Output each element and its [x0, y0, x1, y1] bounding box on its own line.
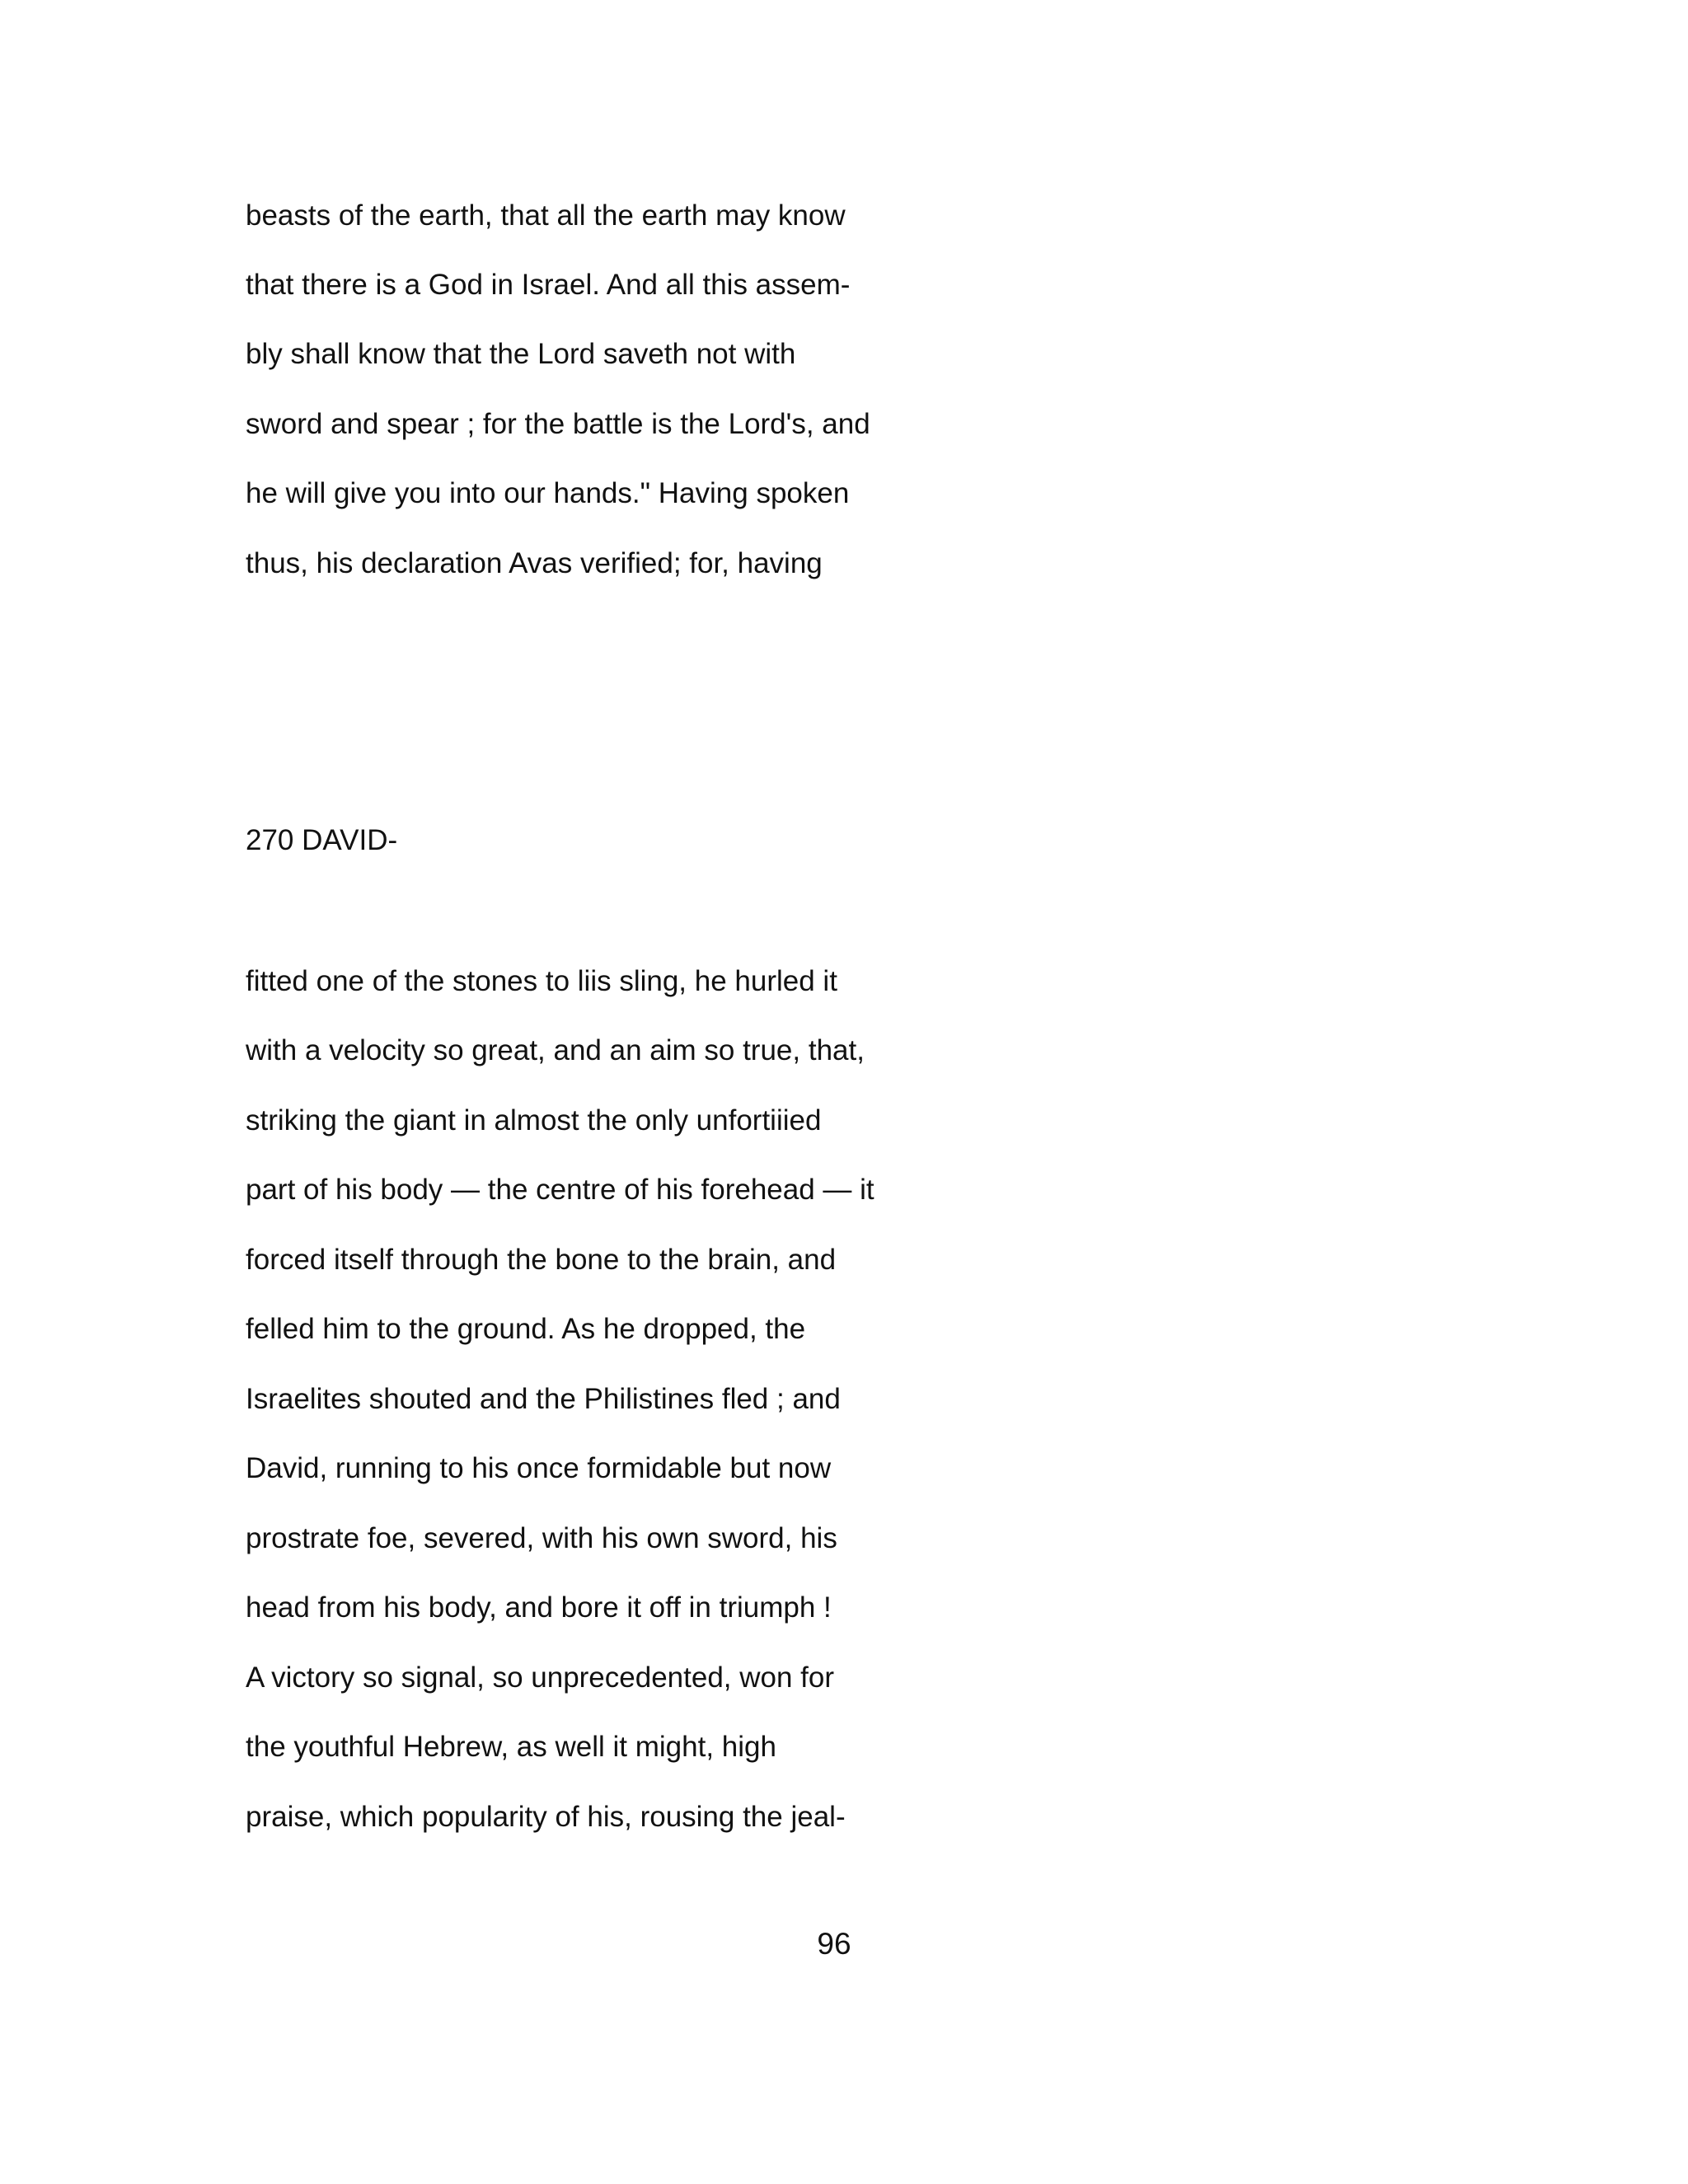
page-number: 96: [817, 1927, 851, 1961]
text-line: fitted one of the stones to liis sling, he hurled it: [246, 965, 837, 997]
text-line: A victory so signal, so unprecedented, won for: [246, 1661, 835, 1694]
text-line: praise, which popularity of his, rousing the jeal-: [246, 1801, 846, 1833]
text-line: the youthful Hebrew, as well it might, high: [246, 1731, 776, 1763]
text-line: thus, his declaration Avas verified; for, having: [246, 547, 823, 579]
text-line: he will give you into our hands." Having spoken: [246, 477, 850, 509]
text-line: head from his body, and bore it off in triumph !: [246, 1591, 832, 1624]
text-line: bly shall know that the Lord saveth not with: [246, 338, 796, 370]
text-line: beasts of the earth, that all the earth may know: [246, 199, 846, 232]
text-line: with a velocity so great, and an aim so true, that,: [246, 1034, 865, 1066]
text-line: striking the giant in almost the only unfortiiied: [246, 1104, 822, 1137]
text-line: part of his body — the centre of his forehead — it: [246, 1174, 874, 1206]
text-line: forced itself through the bone to the brain, and: [246, 1244, 837, 1276]
text-line: sword and spear ; for the battle is the Lord's, and: [246, 408, 870, 440]
text-line: David, running to his once formidable but now: [246, 1452, 832, 1484]
running-head: 270 DAVID-: [246, 824, 398, 856]
text-line: that there is a God in Israel. And all this assem-: [246, 269, 851, 301]
text-line: prostrate foe, severed, with his own sword, his: [246, 1522, 837, 1554]
text-line: Israelites shouted and the Philistines fled ; and: [246, 1383, 841, 1415]
text-line: felled him to the ground. As he dropped, the: [246, 1313, 806, 1345]
